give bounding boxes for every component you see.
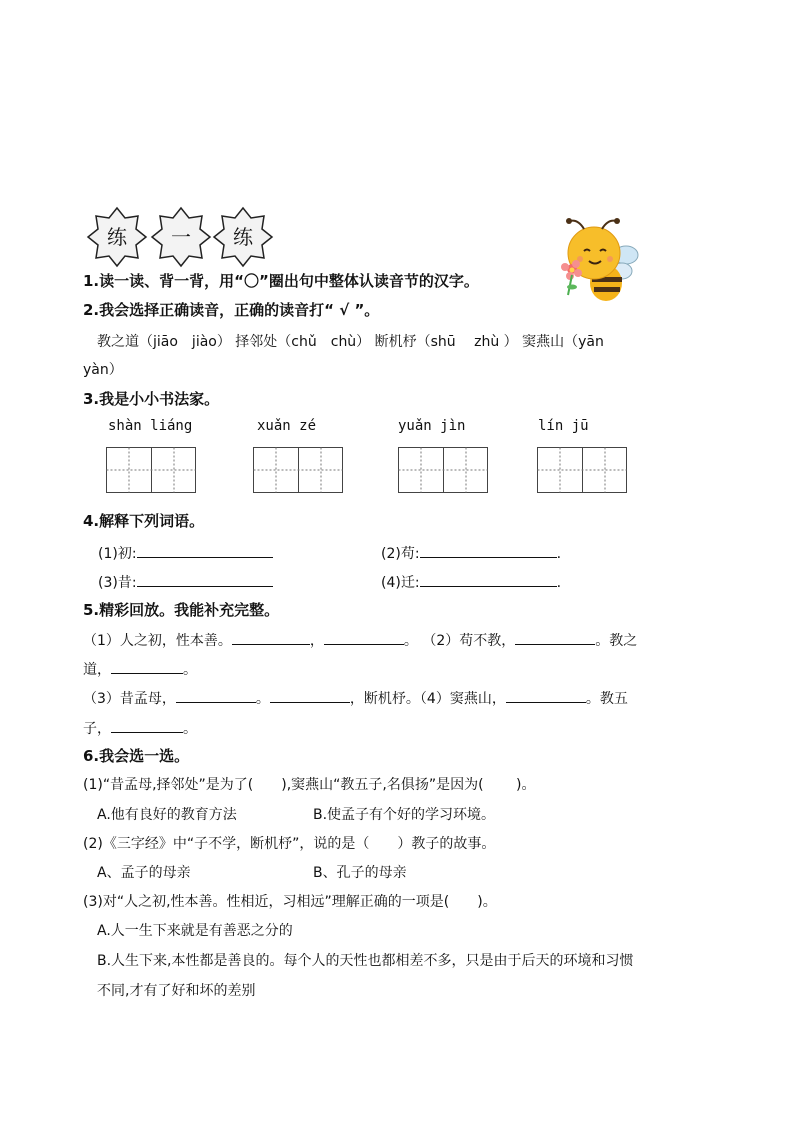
q6-sub-3-option-b-cont: 不同,才有了好和坏的差别 [97,983,256,999]
answer-blank[interactable] [420,541,557,558]
q6-sub-1: (1)“昔孟母,择邻处”是为了( ),窦燕山“教五子,名俱扬”是因为( )。 [83,777,536,793]
title-star-3 [212,206,274,268]
pinyin-4: lín jū [538,418,589,434]
q6-sub-1-option-b[interactable]: B.使孟子有个好的学习环境。 [313,807,496,823]
q5-text: 。 [255,691,270,707]
period-mark: . [556,546,562,562]
pinyin-3: yuǎn jìn [398,418,466,434]
q5-text: （3）昔孟母， [83,691,176,707]
q5-text: 道， [83,662,111,678]
q5-text: 。教之 [595,633,638,649]
q6-sub-3-option-b[interactable]: B.人生下来,本性都是善良的。每个人的天性也都相差不多，只是由于后天的环境和习惯 [97,953,634,969]
q5-text: 。 [183,721,197,737]
q4-item-2 [381,541,561,563]
period-mark: . [556,575,562,591]
q5-text: ， [309,633,324,649]
answer-blank[interactable] [420,570,557,587]
q6-sub-3-option-a[interactable]: A.人一生下来就是有善恶之分的 [97,923,293,939]
q4-item-4 [381,570,561,592]
writing-grid-1[interactable] [106,447,197,494]
title-char-2: 一 [171,225,191,249]
answer-blank[interactable] [111,716,183,733]
q6-sub-2-option-b[interactable]: B、孔子的母亲 [313,865,407,881]
answer-blank[interactable] [232,628,310,645]
question-2-line-1: 教之道（jiāo jiào） 择邻处（chǔ chù） 断机杼（shū zhù ） 窦燕山（yān [97,334,604,350]
question-3-title: 3.我是小小书法家。 [83,390,220,408]
q6-sub-2-option-a[interactable]: A、孟子的母亲 [97,865,191,881]
writing-grid-2[interactable] [253,447,344,494]
title-star-1 [86,206,148,268]
writing-grid-4[interactable] [537,447,628,494]
title-char-1: 练 [107,225,127,249]
question-2-title: 2.我会选择正确读音，正确的读音打“ √ ”。 [83,301,380,319]
question-6-title: 6.我会选一选。 [83,747,190,765]
answer-blank[interactable] [137,541,273,558]
q5-line-4 [83,716,197,738]
answer-blank[interactable] [270,686,350,703]
q6-sub-2: (2)《三字经》中“子不学，断机杼”，说的是（ ）教子的故事。 [83,836,496,852]
q5-line-3 [83,686,628,708]
q5-text: ，断机杼。（4）窦燕山， [349,691,506,707]
q4-item-2-label: (2)苟: [381,546,420,562]
writing-grid-3[interactable] [398,447,489,494]
q4-item-1-label: (1)初: [98,546,137,562]
q5-text: 。 [183,662,197,678]
q5-text: （1）人之初，性本善。 [83,633,232,649]
question-1: 1.读一读、背一背，用“〇”圈出句中整体认读音节的汉字。 [83,272,479,290]
q4-item-3-label: (3)昔: [98,575,137,591]
pinyin-2: xuǎn zé [257,418,317,434]
q5-text: 。教五 [585,691,628,707]
question-5-title: 5.精彩回放。我能补充完整。 [83,601,280,619]
title-char-3: 练 [233,225,253,249]
q5-line-2 [83,657,197,679]
answer-blank[interactable] [324,628,404,645]
q4-item-4-label: (4)迁: [381,575,420,591]
answer-blank[interactable] [515,628,595,645]
q5-text: 。 （2）苟不教， [403,633,516,649]
title-star-2 [150,206,212,268]
answer-blank[interactable] [506,686,586,703]
question-4-title: 4.解释下列词语。 [83,512,205,530]
pinyin-1: shàn liáng [108,418,193,434]
q4-item-3 [98,570,273,592]
q5-line-1 [83,628,637,650]
bee-icon [548,215,644,311]
q5-text: 子， [83,721,111,737]
q4-item-1 [98,541,273,563]
question-2-line-2: yàn） [83,362,123,378]
answer-blank[interactable] [111,657,183,674]
answer-blank[interactable] [137,570,273,587]
q6-sub-3: (3)对“人之初,性本善。性相近，习相远”理解正确的一项是( )。 [83,894,497,910]
answer-blank[interactable] [176,686,256,703]
q6-sub-1-option-a[interactable]: A.他有良好的教育方法 [97,807,237,823]
